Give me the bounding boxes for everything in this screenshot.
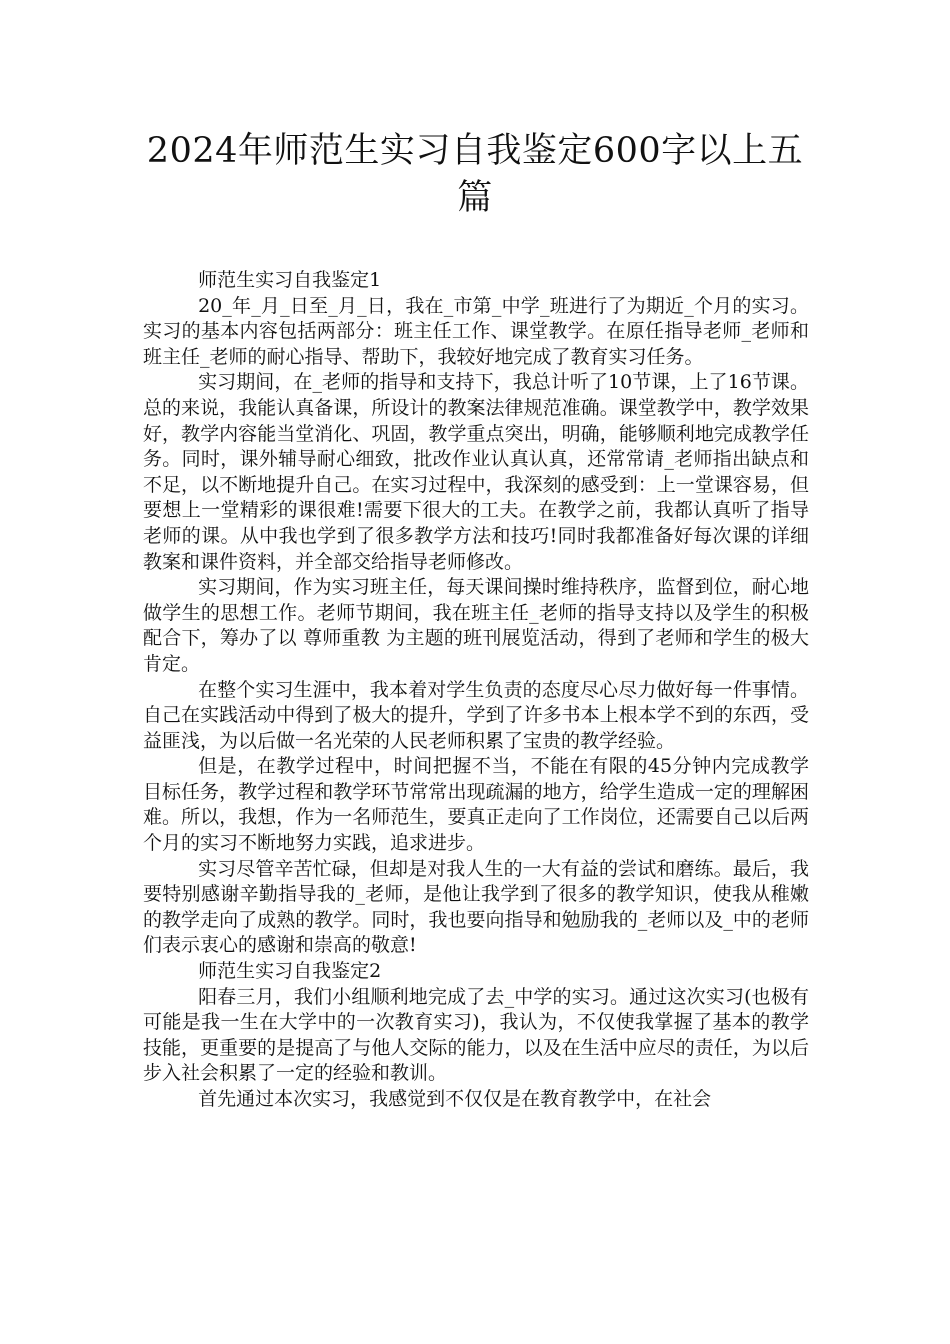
paragraph: 20_年_月_日至_月_日，我在_市第_中学_班进行了为期近_个月的实习。实习的基本内容包括两部分：班主任工作、课堂教学。在原任指导老师_老师和班主任_老师的耐心指导、帮助下，我较好地完成了教育实习任务。: [143, 294, 809, 368]
section-heading-2: 师范生实习自我鉴定2: [198, 960, 382, 983]
section-heading-1: 师范生实习自我鉴定1: [198, 269, 382, 291]
paragraph: 阳春三月，我们小组顺利地完成了去_中学的实习。通过这次实习(也极有可能是我一生在大学中的一次教育实习)，我认为，不仅使我掌握了基本的教学技能，更重要的是提高了与他人交际的能力，以及在生活中应尽的责任，为以后步入社会积累了一定的经验和教训。: [143, 985, 809, 1085]
document-title: 2024年师范生实习自我鉴定600字以上五篇: [146, 131, 804, 218]
paragraph: 在整个实习生涯中，我本着对学生负责的态度尽心尽力做好每一件事情。自己在实践活动中得到了极大的提升，学到了许多书本上根本学不到的东西，受益匪浅，为以后做一名光荣的人民老师积累了宝贵的教学经验。: [143, 678, 809, 752]
paragraph: 实习期间，作为实习班主任，每天课间操时维持秩序，监督到位，耐心地做学生的思想工作。老师节期间，我在班主任_老师的指导支持以及学生的积极配合下，筹办了以 尊师重教 为主题的班刊展览活动，得到了老师和学生的极大肯定。: [143, 576, 809, 675]
paragraph: 首先通过本次实习，我感觉到不仅仅是在教育教学中，在社会: [198, 1088, 712, 1110]
paragraph: 实习尽管辛苦忙碌，但却是对我人生的一大有益的尝试和磨练。最后，我要特别感谢辛勤指导我的_老师，是他让我学到了很多的教学知识，使我从稚嫩的教学走向了成熟的教学。同时，我也要向指导和勉励我的_老师以及_中的老师们表示衷心的感谢和崇高的敬意!: [143, 857, 809, 957]
paragraph: 但是，在教学过程中，时间把握不当，不能在有限的45分钟内完成教学目标任务，教学过程和教学环节常常出现疏漏的地方，给学生造成一定的理解困难。所以，我想，作为一名师范生，要真正走向了工作岗位，还需要自己以后两个月的实习不断地努力实践，追求进步。: [143, 755, 809, 855]
paragraph: 实习期间，在_老师的指导和支持下，我总计听了10节课，上了16节课。总的来说，我能认真备课，所设计的教案法律规范准确。课堂教学中，教学效果好，教学内容能当堂消化、巩固，教学重点突出，明确，能够顺利地完成教学任务。同时，课外辅导耐心细致，批改作业认真认真，还常常请_老师指出缺点和不足，以不断地提升自己。在实习过程中，我深刻的感受到：上一堂课容易，但要想上一堂精彩的课很难!需要下很大的工夫。在教学之前，我都认真听了指导老师的课。从中我也学到了很多教学方法和技巧!同时我都准备好每次课的详细教案和课件资料，并全部交给指导老师修改。: [143, 371, 809, 573]
document-body: [143, 268, 809, 1113]
